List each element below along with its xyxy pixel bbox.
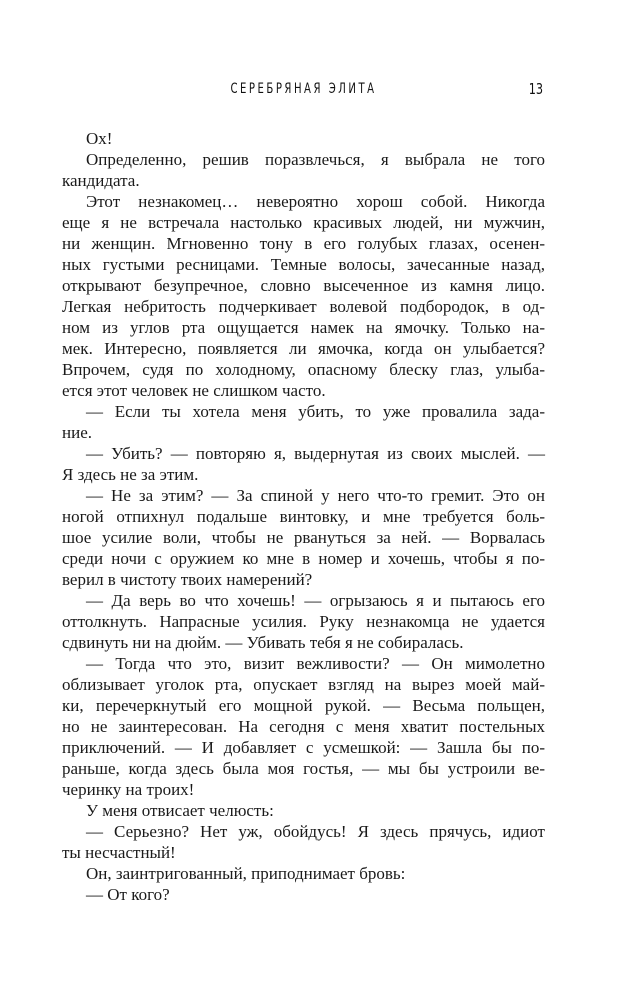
text-line: Ох! (86, 129, 113, 148)
text-line: — Серьезно? Нет уж, обойдусь! Я здесь прячусь, идиот (86, 822, 545, 841)
text-line: — Да верь во что хочешь! — огрызаюсь я и пытаюсь его (86, 591, 545, 610)
text-line: кандидата. (62, 171, 140, 190)
text-line: еще я не встречала настолько красивых людей, ни мужчин, (62, 213, 545, 232)
text-line: шое усилие воли, чтобы не рвануться за ней. — Ворвалась (62, 528, 545, 547)
text-line: верил в чистоту твоих намерений? (62, 570, 313, 589)
text-line: приключений. — И добавляет с усмешкой: — Зашла бы по- (62, 738, 545, 757)
text-line: Я здесь не за этим. (62, 465, 199, 484)
running-header (62, 79, 545, 99)
text-line: Определенно, решив поразвлечься, я выбрала не того (86, 150, 545, 169)
text-line: — От кого? (86, 885, 170, 904)
text-line: Этот незнакомец… невероятно хорош собой. Никогда (86, 192, 545, 211)
text-line: но не заинтересован. На сегодня с меня хватит постельных (62, 717, 545, 736)
text-line: Впрочем, судя по холодному, опасному блеску глаз, улыба- (62, 360, 545, 379)
text-line: ки, перечеркнутый его мощной рукой. — Весьма польщен, (62, 696, 545, 715)
text-line: ных густыми ресницами. Темные волосы, зачесанные назад, (62, 255, 545, 274)
text-line: черинку на троих! (62, 780, 195, 799)
text-line: — Не за этим? — За спиной у него что-то гремит. Это он (86, 486, 545, 505)
text-line: ногой отпихнул подальше винтовку, и мне требуется боль- (62, 507, 545, 526)
text-line: — Тогда что это, визит вежливости? — Он мимолетно (86, 654, 545, 673)
text-line: оттолкнуть. Напрасные усилия. Руку незнакомца не удается (62, 612, 545, 631)
text-line: облизывает уголок рта, опускает взгляд на вырез моей май- (62, 675, 545, 694)
page-number: 13 (528, 80, 543, 98)
text-line: — Убить? — повторяю я, выдернутая из своих мыслей. — (86, 444, 545, 463)
text-line: раньше, когда здесь была моя гостья, — мы бы устроили ве- (62, 759, 545, 778)
text-line: среди ночи с оружием ко мне в номер и хочешь, чтобы я по- (62, 549, 545, 568)
text-line: открывают безупречное, словно высеченное из камня лицо. (62, 276, 545, 295)
text-line: ется этот человек не слишком часто. (62, 381, 326, 400)
text-line: Легкая небритость подчеркивает волевой подбородок, в од- (62, 297, 545, 316)
running-title: СЕРЕБРЯНАЯ ЭЛИТА (230, 81, 377, 97)
text-line: ние. (62, 423, 92, 442)
text-line: ном из углов рта ощущается намек на ямочку. Только на- (62, 318, 545, 337)
text-line: мек. Интересно, появляется ли ямочка, когда он улыбается? (62, 339, 545, 358)
text-line: У меня отвисает челюсть: (86, 801, 274, 820)
text-line: сдвинуть ни на дюйм. — Убивать тебя я не собиралась. (62, 633, 464, 652)
text-line: ты несчастный! (62, 843, 176, 862)
text-line: — Если ты хотела меня убить, то уже провалила зада- (86, 402, 545, 421)
body-text (62, 128, 545, 905)
text-line: ни женщин. Мгновенно тону в его голубых глазах, осенен- (62, 234, 545, 253)
text-line: Он, заинтригованный, приподнимает бровь: (86, 864, 406, 883)
